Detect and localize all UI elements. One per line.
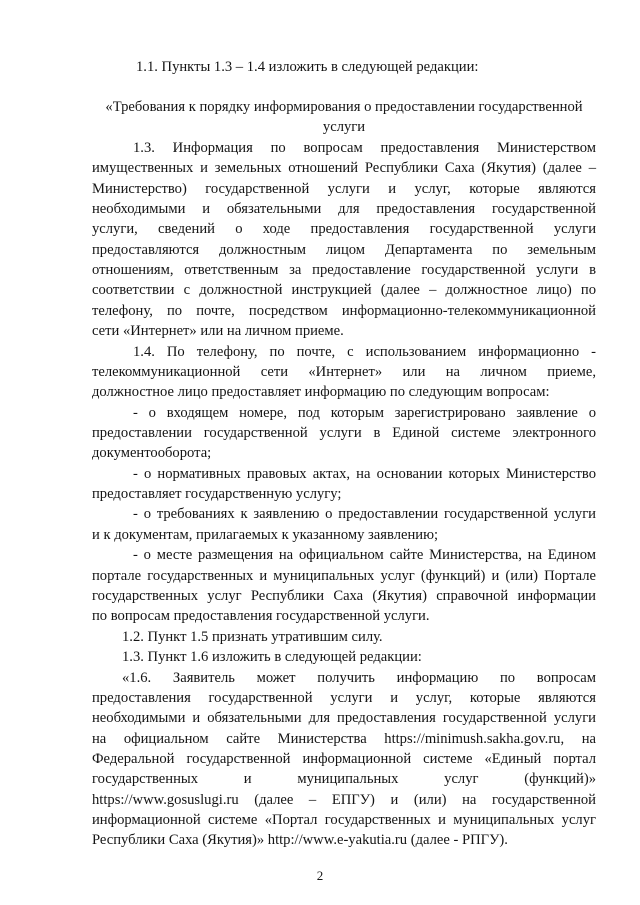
paragraph-line: 1.2. Пункт 1.5 признать утратившим силу. xyxy=(122,629,383,645)
paragraph-line: предоставления государственной услуги и услуг, которые являются xyxy=(92,690,596,706)
paragraph-line: должностное лицо предоставляет информацию по следующим вопросам: xyxy=(92,384,550,400)
paragraph-line: информационной системе «Портал государственных и муниципальных услуг xyxy=(92,812,596,828)
list-item-line: по вопросам предоставления государственной услуги. xyxy=(92,608,430,624)
paragraph-line: Федеральной государственной информационной системе «Единый портал xyxy=(92,751,596,767)
page-number: 2 xyxy=(316,868,324,883)
paragraph-line: Министерство) государственной услуги и услуг, которые являются xyxy=(92,181,596,197)
paragraph-line: отношениям, ответственным за предоставление государственной услуги в xyxy=(92,262,596,278)
list-item-line: предоставляет государственную услугу; xyxy=(92,486,342,502)
paragraph-line: https://www.gosuslugi.ru (далее – ЕПГУ) и (или) на государственной xyxy=(92,792,596,808)
list-item-line: - о нормативных правовых актах, на основании которых Министерство xyxy=(133,466,596,482)
list-item-line: и к документам, прилагаемых к указанному заявлению; xyxy=(92,527,439,543)
section-heading: 1.1. Пункты 1.3 – 1.4 изложить в следующей редакции: xyxy=(136,59,479,75)
paragraph-line: «1.6. Заявитель может получить информацию по вопросам xyxy=(122,670,596,686)
list-item-line: государственных услуг Республики Саха (Якутия) справочной информации xyxy=(92,588,596,604)
list-item-line: - о входящем номере, под которым зарегистрировано заявление о xyxy=(133,405,596,421)
list-item-line: портале государственных и муниципальных услуг (функций) и (или) Портале xyxy=(92,568,596,584)
list-item-line: - о месте размещения на официальном сайте Министерства, на Едином xyxy=(133,547,596,563)
paragraph-line: услуги, сведений о ходе предоставления государственной услуги xyxy=(92,221,596,237)
subsection-title: «Требования к порядку информирования о предоставлении государственной xyxy=(105,99,583,115)
paragraph-line: телекоммуникационной сети «Интернет» или на личном приеме, xyxy=(92,364,596,380)
list-item-line: - о требованиях к заявлению о предоставлении государственной услуги xyxy=(133,506,596,522)
paragraph-line: 1.4. По телефону, по почте, с использованием информационно - xyxy=(133,344,596,360)
paragraph-line: Республики Саха (Якутия)» http://www.e-yakutia.ru (далее - РПГУ). xyxy=(92,832,508,848)
list-item-line: документооборота; xyxy=(92,445,212,461)
paragraph-line: 1.3. Информация по вопросам предоставления Министерством xyxy=(133,140,596,156)
paragraph-line: на официальном сайте Министерства https://minimush.sakha.gov.ru, на xyxy=(92,731,596,747)
paragraph-line: необходимыми и обязательными для предоставления государственной услуги xyxy=(92,710,596,726)
subsection-title-cont: услуги xyxy=(322,119,366,135)
paragraph-line: сети «Интернет» или на личном приеме. xyxy=(92,323,344,339)
paragraph-line: предоставляются должностным лицом Департамента по земельным xyxy=(92,242,596,258)
list-item-line: предоставлении государственной услуги в Единой системе электронного xyxy=(92,425,596,441)
paragraph-line: 1.3. Пункт 1.6 изложить в следующей редакции: xyxy=(122,649,422,665)
paragraph-line: соответствии с должностной инструкцией (далее – должностное лицо) по xyxy=(92,282,596,298)
paragraph-line: телефону, по почте, посредством информационно-телекоммуникационной xyxy=(92,303,596,319)
paragraph-line: государственных и муниципальных услуг (функций)» xyxy=(92,771,596,787)
paragraph-line: имущественных и земельных отношений Республики Саха (Якутия) (далее – xyxy=(92,160,596,176)
paragraph-line: необходимыми и обязательными для предоставления государственной xyxy=(92,201,596,217)
